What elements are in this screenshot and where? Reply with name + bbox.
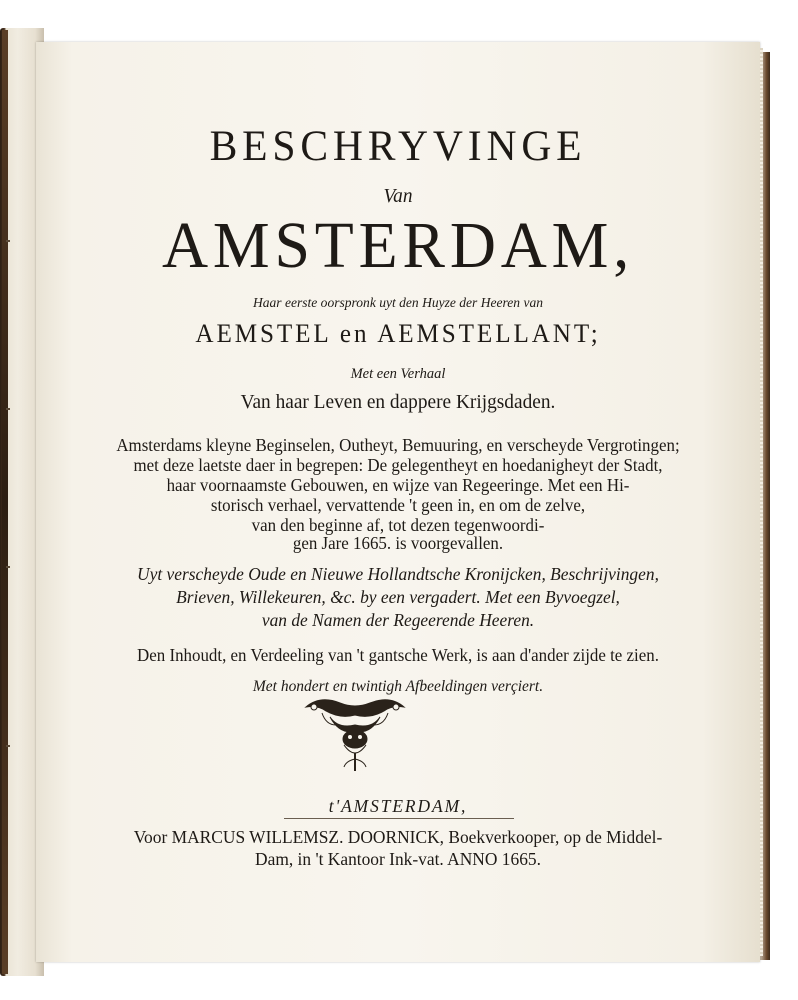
body-line: met deze laetste daer in begrepen: De gelegentheyt en hoedanigheyt der Stadt, xyxy=(133,455,663,475)
imprint-publisher: Voor MARCUS WILLEMSZ. DOORNICK, Boekverkooper, op de Middel- xyxy=(133,827,663,847)
body-line: haar voornaamste Gebouwen, en wijze van Regeeringe. Met een Hi- xyxy=(166,475,630,495)
sources-line: van de Namen der Regeerende Heeren. xyxy=(261,610,535,630)
title-van: Van xyxy=(383,185,413,207)
illustrations-note: Met hondert en twintigh Afbeeldingen verçiert. xyxy=(252,678,544,695)
imprint-place: t'AMSTERDAM, xyxy=(328,796,468,816)
binding-mark xyxy=(6,566,10,568)
subtitle-haar: Haar eerste oorspronk uyt den Huyze der Heeren van xyxy=(252,296,543,311)
title-amsterdam: AMSTERDAM, xyxy=(161,209,635,282)
imprint-rule xyxy=(284,818,514,819)
subtitle-verhaal: Met een Verhaal xyxy=(350,366,446,382)
body-line: storisch verhael, vervattende 't geen in, en om de zelve, xyxy=(210,495,586,515)
body-line: gen Jare 1665. is voorgevallen. xyxy=(292,533,504,553)
contents-note: Den Inhoudt, en Verdeeling van 't gantsche Werk, is aan d'ander zijde te zien. xyxy=(137,645,659,665)
binding-mark xyxy=(6,745,10,747)
floral-printers-ornament-icon xyxy=(300,695,410,775)
body-line: Amsterdams kleyne Beginselen, Outheyt, Bemuuring, en verscheyde Vergrotingen; xyxy=(116,435,680,455)
binding-mark xyxy=(6,408,10,410)
imprint-address-date: Dam, in 't Kantoor Ink-vat. ANNO 1665. xyxy=(255,849,541,869)
subtitle-aemstel: AEMSTEL en AEMSTELLANT; xyxy=(195,319,601,348)
body-line: van den beginne af, tot dezen tegenwoordi- xyxy=(251,515,545,535)
sources-line: Brieven, Willekeuren, &c. by een vergadert. Met een Byvoegzel, xyxy=(176,587,620,607)
sources-line: Uyt verscheyde Oude en Nieuwe Hollandtsche Kronijcken, Beschrijvingen, xyxy=(137,564,659,584)
title-beschryvinge: BESCHRYVINGE xyxy=(209,123,587,170)
subtitle-leven: Van haar Leven en dappere Krijgsdaden. xyxy=(240,391,556,413)
binding-mark xyxy=(6,240,10,242)
binding-edge xyxy=(2,30,8,974)
title-page xyxy=(36,42,760,962)
